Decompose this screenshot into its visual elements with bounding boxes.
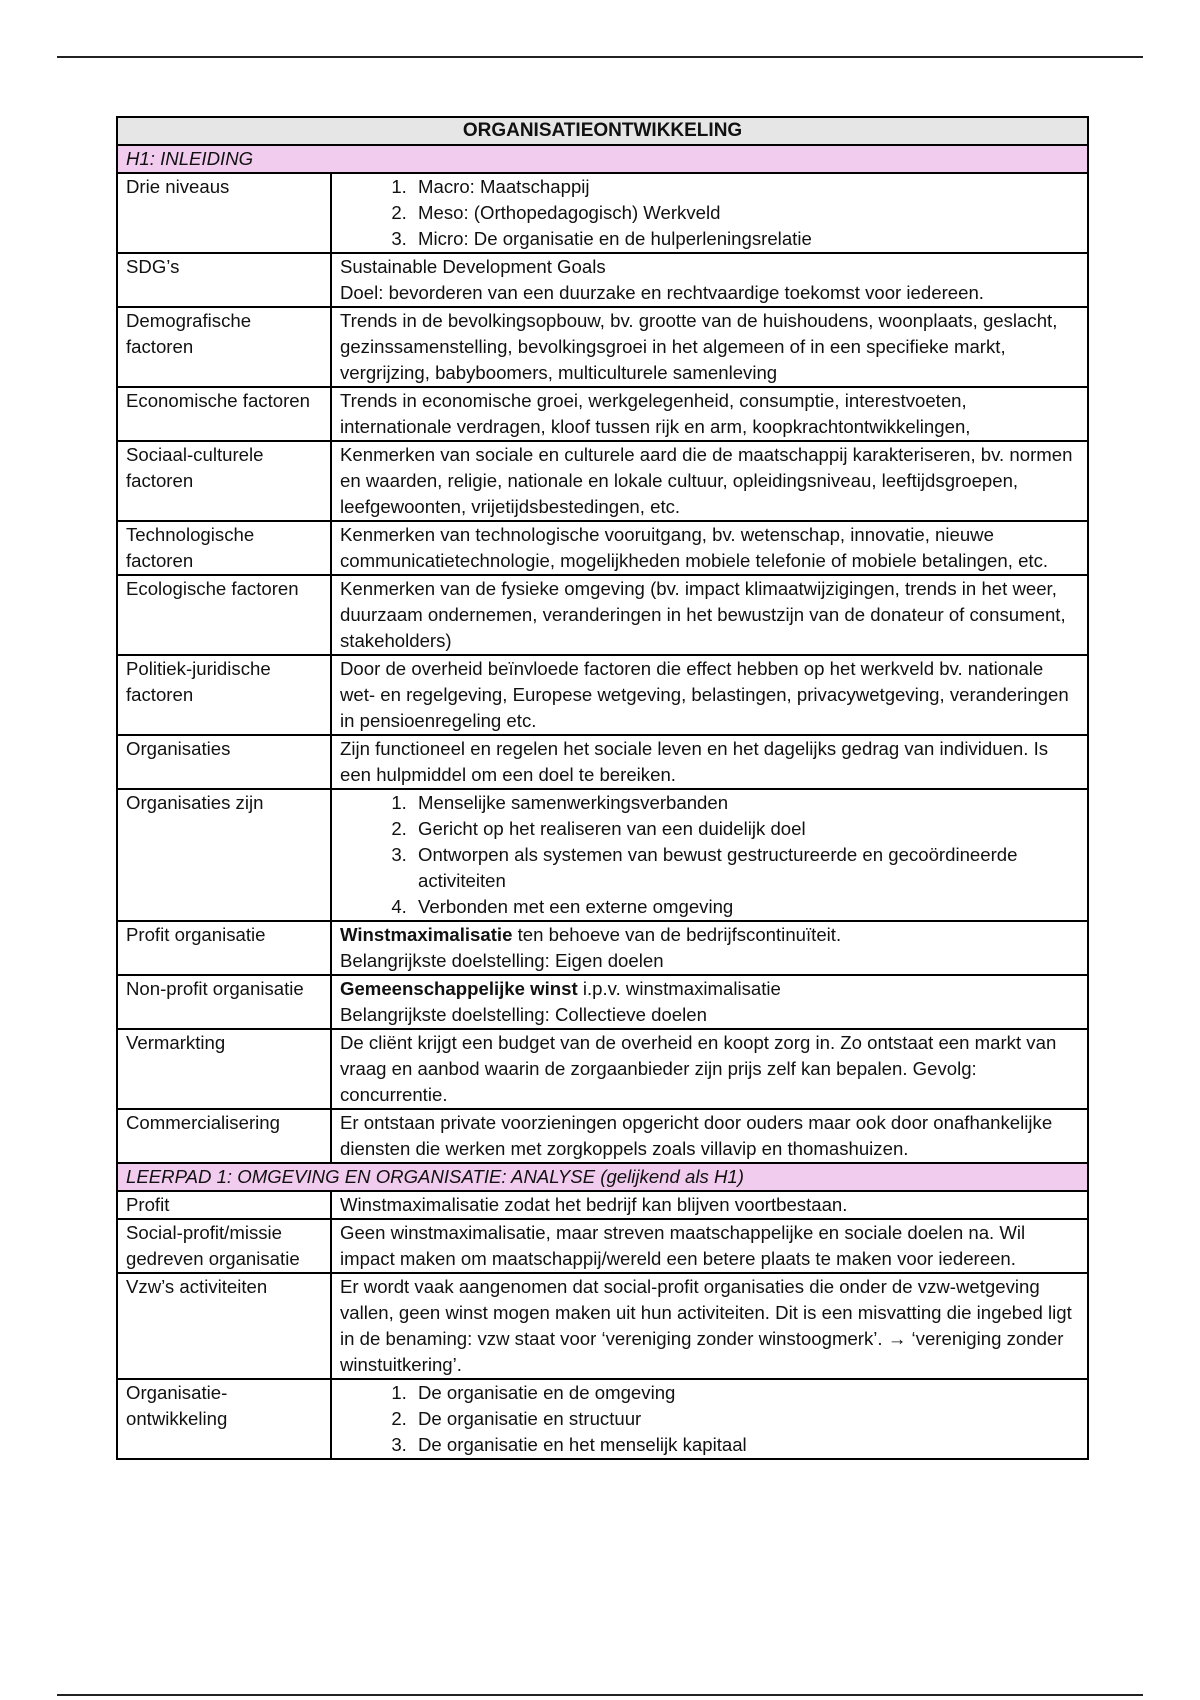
term-cell: Organisaties zijn	[117, 789, 331, 921]
list-item: 1. Macro: Maatschappij	[412, 174, 1079, 200]
description-cell	[331, 975, 1088, 1029]
description-cell: Winstmaximalisatie zodat het bedrijf kan blijven voortbestaan.	[331, 1191, 1088, 1219]
numbered-list	[340, 174, 1079, 252]
list-item: 1. De organisatie en de omgeving	[412, 1380, 1079, 1406]
table-row	[117, 173, 1088, 253]
section-heading: H1: INLEIDING	[117, 145, 1088, 173]
table-row	[117, 1191, 1088, 1219]
description-line: Sustainable Development Goals	[340, 256, 606, 277]
title-row	[117, 117, 1088, 145]
term-cell: Economische factoren	[117, 387, 331, 441]
description-cell: Zijn functioneel en regelen het sociale leven en het dagelijks gedrag van individuen. Is een hulpmiddel om een doel te bereiken.	[331, 735, 1088, 789]
numbered-list	[340, 1380, 1079, 1458]
description-line: Belangrijkste doelstelling: Collectieve doelen	[340, 1004, 707, 1025]
description-cell: Er ontstaan private voorzieningen opgericht door ouders maar ook door onafhankelijke diensten die werken met zorgkoppels zoals villavip en thomashuizen.	[331, 1109, 1088, 1163]
description-cell	[331, 1379, 1088, 1459]
table-row	[117, 1219, 1088, 1273]
term-cell: Organisaties	[117, 735, 331, 789]
term-cell: Profit organisatie	[117, 921, 331, 975]
description-cell: Kenmerken van sociale en culturele aard die de maatschappij karakteriseren, bv. normen en waarden, religie, nationale en lokale cultuur, opleidingsniveau, leeftijdsgroepen, leefgewoonten, vrijetijdsbestedingen, etc.	[331, 441, 1088, 521]
term-cell: Social-profit/missie gedreven organisatie	[117, 1219, 331, 1273]
description-cell	[331, 253, 1088, 307]
term-cell: Vermarkting	[117, 1029, 331, 1109]
summary-table	[116, 116, 1089, 1460]
table-row	[117, 655, 1088, 735]
bold-term: Winstmaximalisatie	[340, 924, 513, 945]
term-cell: Organisatie-ontwikkeling	[117, 1379, 331, 1459]
description-cell: De cliënt krijgt een budget van de overheid en koopt zorg in. Zo ontstaat een markt van vraag en aanbod waarin de zorgaanbieder zijn prijs zelf kan bepalen. Gevolg: concurrentie.	[331, 1029, 1088, 1109]
term-cell: Sociaal-culturele factoren	[117, 441, 331, 521]
table-row	[117, 253, 1088, 307]
list-item: 3. Micro: De organisatie en de hulperleningsrelatie	[412, 226, 1079, 252]
description-line: Belangrijkste doelstelling: Eigen doelen	[340, 950, 664, 971]
list-item: 2. Meso: (Orthopedagogisch) Werkveld	[412, 200, 1079, 226]
table-row	[117, 921, 1088, 975]
description-cell	[331, 921, 1088, 975]
description-cell: Trends in de bevolkingsopbouw, bv. grootte van de huishoudens, woonplaats, geslacht, gezinssamenstelling, bevolkingsgroei in het algemeen of in een specifieke markt, vergrijzing, babyboomers, multiculturele samenleving	[331, 307, 1088, 387]
description-rest: ten behoeve van de bedrijfscontinuïteit.	[512, 924, 842, 945]
term-cell: Technologische factoren	[117, 521, 331, 575]
numbered-list	[340, 790, 1079, 920]
list-item: 2. Gericht op het realiseren van een duidelijk doel	[412, 816, 1079, 842]
table-row	[117, 735, 1088, 789]
description-cell: Er wordt vaak aangenomen dat social-profit organisaties die onder de vzw-wetgeving vallen, geen winst mogen maken uit hun activiteiten. Dit is een misvatting die ingebed ligt in de benaming: vzw staat voor ‘vereniging zonder winstoogmerk’. → ‘vereniging zonder winstuitkering’.	[331, 1273, 1088, 1379]
term-cell: Vzw’s activiteiten	[117, 1273, 331, 1379]
section-heading: LEERPAD 1: OMGEVING EN ORGANISATIE: ANALYSE (gelijkend als H1)	[117, 1163, 1088, 1191]
description-cell	[331, 789, 1088, 921]
term-cell: Ecologische factoren	[117, 575, 331, 655]
term-cell: Non-profit organisatie	[117, 975, 331, 1029]
description-cell: Kenmerken van technologische vooruitgang, bv. wetenschap, innovatie, nieuwe communicatietechnologie, mogelijkheden mobiele telefonie of mobiele betalingen, etc.	[331, 521, 1088, 575]
table-row	[117, 307, 1088, 387]
description-cell: Kenmerken van de fysieke omgeving (bv. impact klimaatwijzigingen, trends in het weer, duurzaam ondernemen, veranderingen in het bewustzijn van de donateur of consument, stakeholders)	[331, 575, 1088, 655]
description-rest: i.p.v. winstmaximalisatie	[577, 978, 781, 999]
list-item: 4. Verbonden met een externe omgeving	[412, 894, 1079, 920]
term-cell: Commercialisering	[117, 1109, 331, 1163]
term-cell: SDG’s	[117, 253, 331, 307]
section-row	[117, 1163, 1088, 1191]
term-cell: Drie niveaus	[117, 173, 331, 253]
top-rule	[57, 56, 1143, 58]
term-cell: Demografische factoren	[117, 307, 331, 387]
description-cell: Trends in economische groei, werkgelegenheid, consumptie, interestvoeten, internationale verdragen, kloof tussen rijk en arm, koopkrachtontwikkelingen,	[331, 387, 1088, 441]
table-row	[117, 1379, 1088, 1459]
table-row	[117, 1109, 1088, 1163]
bold-term: Gemeenschappelijke winst	[340, 978, 578, 999]
description-line	[340, 976, 1079, 1002]
description-line	[340, 922, 1079, 948]
list-item: 1. Menselijke samenwerkingsverbanden	[412, 790, 1079, 816]
table-row	[117, 789, 1088, 921]
table-title: ORGANISATIEONTWIKKELING	[117, 117, 1088, 145]
list-item: 3. De organisatie en het menselijk kapitaal	[412, 1432, 1079, 1458]
list-item: 2. De organisatie en structuur	[412, 1406, 1079, 1432]
section-row	[117, 145, 1088, 173]
term-cell: Profit	[117, 1191, 331, 1219]
table-row	[117, 1273, 1088, 1379]
table-row	[117, 387, 1088, 441]
list-item: 3. Ontworpen als systemen van bewust gestructureerde en gecoördineerde activiteiten	[412, 842, 1079, 894]
description-cell: Geen winstmaximalisatie, maar streven maatschappelijke en sociale doelen na. Wil impact maken om maatschappij/wereld een betere plaats te maken voor iedereen.	[331, 1219, 1088, 1273]
bottom-rule	[57, 1694, 1143, 1696]
table-row	[117, 441, 1088, 521]
term-cell: Politiek-juridische factoren	[117, 655, 331, 735]
description-line: Doel: bevorderen van een duurzake en rechtvaardige toekomst voor iedereen.	[340, 282, 984, 303]
description-cell: Door de overheid beïnvloede factoren die effect hebben op het werkveld bv. nationale wet- en regelgeving, Europese wetgeving, belastingen, privacywetgeving, veranderingen in pensioenregeling etc.	[331, 655, 1088, 735]
description-cell	[331, 173, 1088, 253]
table-row	[117, 1029, 1088, 1109]
table-row	[117, 575, 1088, 655]
table-row	[117, 975, 1088, 1029]
table-row	[117, 521, 1088, 575]
